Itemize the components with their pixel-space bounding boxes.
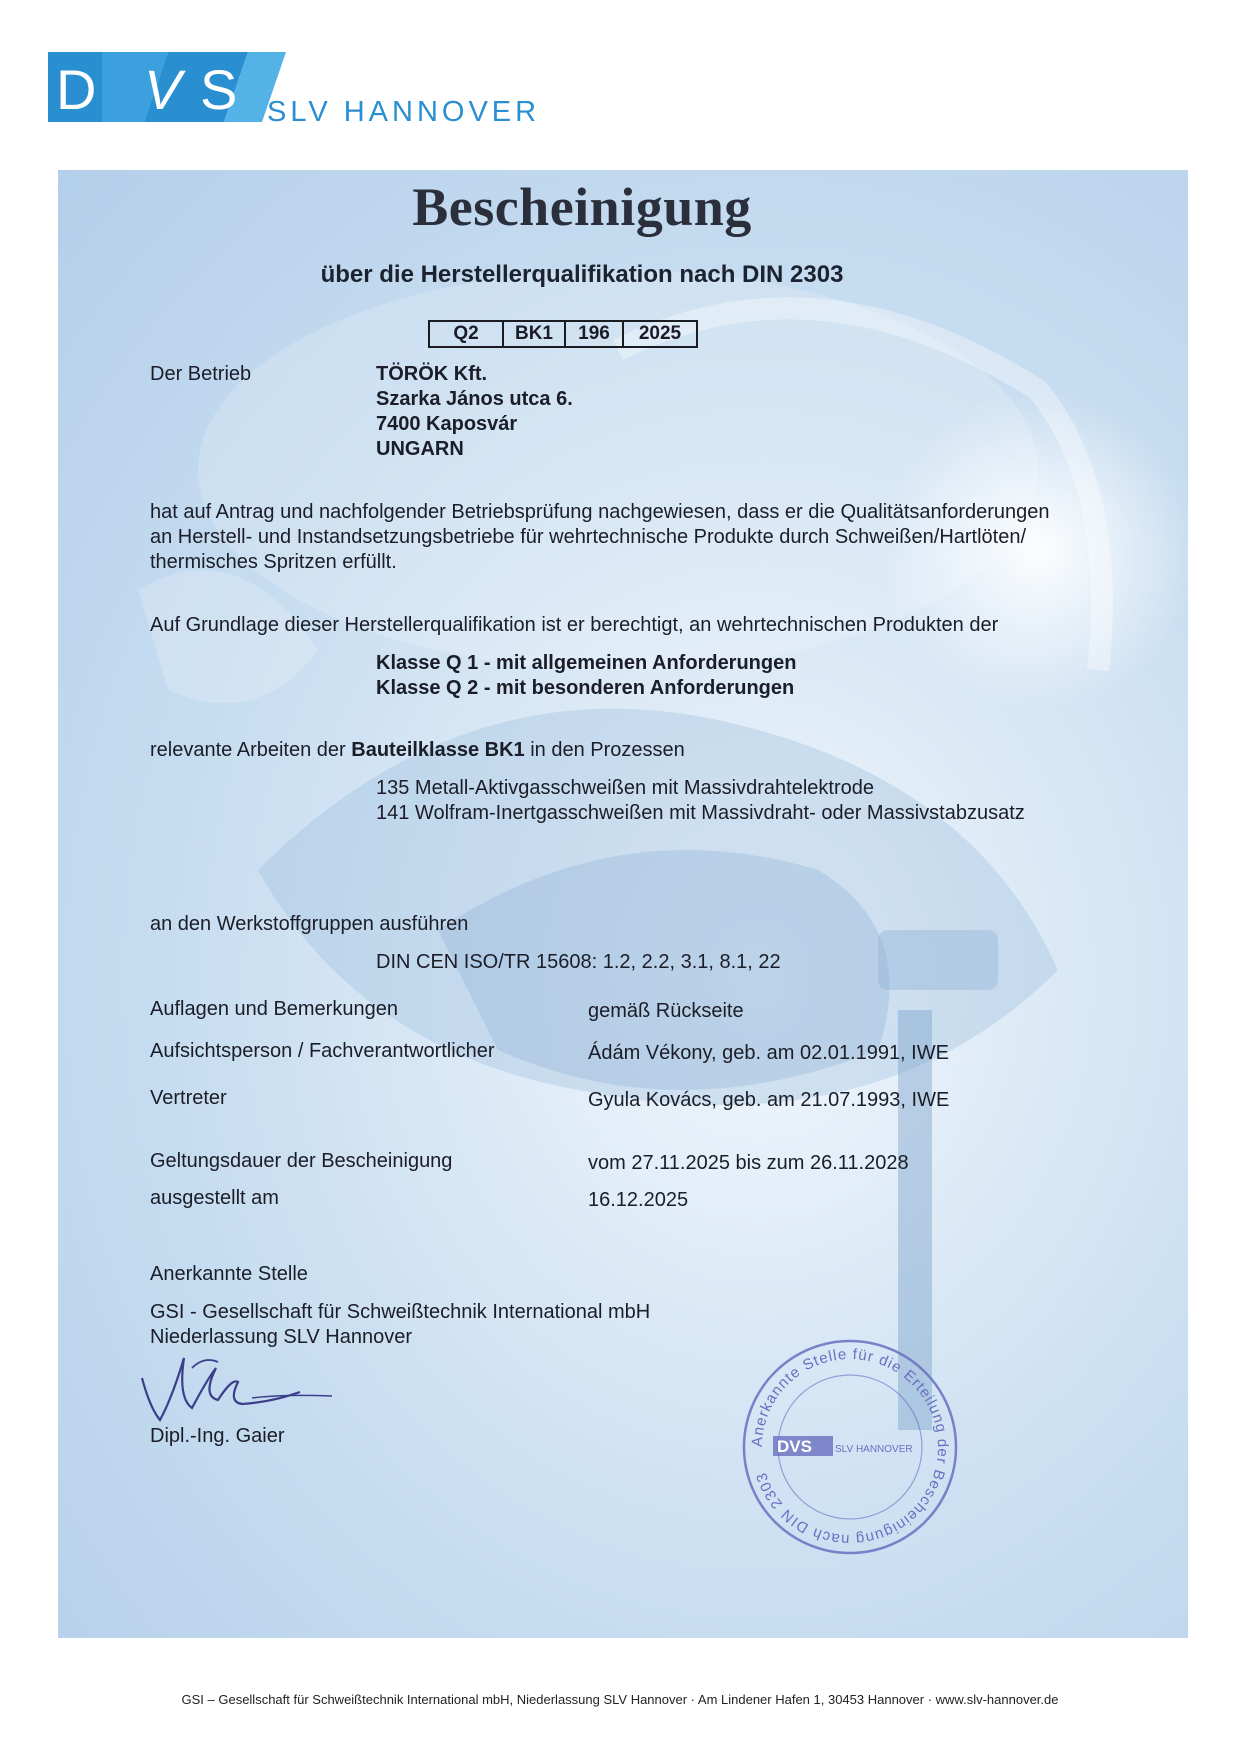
recognized-body-label: Anerkannte Stelle <box>150 1263 308 1285</box>
logo-mark-d: D <box>56 58 97 121</box>
company-street: Szarka János utca 6. <box>376 388 573 410</box>
detail-value: vom 27.11.2025 bis zum 26.11.2028 <box>588 1152 909 1174</box>
relevant-work-text <box>150 738 685 763</box>
process-135: 135 Metall-Aktivgasschweißen mit Massivdrahtelektrode <box>376 777 874 799</box>
detail-value: Gyula Kovács, geb. am 21.07.1993, IWE <box>588 1089 950 1111</box>
authorization-text: Auf Grundlage dieser Herstellerqualifikation ist er berechtigt, an wehrtechnischen Produkten der <box>150 614 999 636</box>
statement-line: hat auf Antrag und nachfolgender Betriebsprüfung nachgewiesen, dass er die Qualitätsanforderungen <box>150 501 1050 523</box>
statement-line: thermisches Spritzen erfüllt. <box>150 551 397 573</box>
document-title: Bescheinigung <box>412 177 752 237</box>
reg-field-number: 196 <box>564 322 622 346</box>
svg-text:V: V <box>144 58 182 121</box>
reg-field-year: 2025 <box>622 322 696 346</box>
registration-number-box <box>428 320 698 348</box>
company-label: Der Betrieb <box>150 363 252 385</box>
statement-paragraph <box>150 500 1050 575</box>
document-subtitle: über die Herstellerqualifikation nach DIN 2303 <box>320 261 844 288</box>
relevant-prefix: relevante Arbeiten der <box>150 739 352 761</box>
company-country: UNGARN <box>376 438 464 460</box>
detail-value: gemäß Rückseite <box>588 1000 744 1022</box>
material-groups-intro: an den Werkstoffgruppen ausführen <box>150 913 469 935</box>
detail-label: Geltungsdauer der Bescheinigung <box>150 1150 453 1172</box>
recognized-body-line1: GSI - Gesellschaft für Schweißtechnik International mbH <box>150 1301 651 1323</box>
detail-value: Ádám Vékony, geb. am 02.01.1991, IWE <box>588 1042 949 1064</box>
reg-field-quality: Q2 <box>453 323 479 344</box>
reg-field-class: BK1 <box>502 322 564 346</box>
page-footer: GSI – Gesellschaft für Schweißtechnik International mbH, Niederlassung SLV Hannover · Am Lindener Hafen 1, 30453 Hannover · www.slv-hannover.de <box>181 1692 1059 1707</box>
material-groups: DIN CEN ISO/TR 15608: 1.2, 2.2, 3.1, 8.1, 22 <box>376 951 781 973</box>
class-q1: Klasse Q 1 - mit allgemeinen Anforderungen <box>376 652 797 674</box>
svg-text:S: S <box>200 58 238 121</box>
detail-label: Auflagen und Bemerkungen <box>150 998 398 1020</box>
company-name: TÖRÖK Kft. <box>376 363 488 385</box>
logo-text: SLV HANNOVER <box>267 96 541 128</box>
component-class: Bauteilklasse BK1 <box>351 739 525 761</box>
official-seal <box>735 1332 965 1562</box>
signature-image <box>132 1338 352 1438</box>
recognized-body-line2: Niederlassung SLV Hannover <box>150 1326 413 1348</box>
class-q2: Klasse Q 2 - mit besonderen Anforderungen <box>376 677 795 699</box>
process-141: 141 Wolfram-Inertgasschweißen mit Massivdraht- oder Massivstabzusatz <box>376 802 1025 824</box>
company-city: 7400 Kaposvár <box>376 413 518 435</box>
seal-inner-mark: DVS <box>777 1437 812 1456</box>
seal-inner-text: SLV HANNOVER <box>835 1444 913 1455</box>
detail-label: ausgestellt am <box>150 1187 279 1209</box>
relevant-suffix: in den Prozessen <box>524 739 685 761</box>
signatory-name: Dipl.-Ing. Gaier <box>150 1425 285 1447</box>
seal-ring-text: Anerkannte Stelle für die Erteilung der Bescheinigung nach DIN 2303 <box>748 1345 952 1549</box>
detail-label: Aufsichtsperson / Fachverantwortlicher <box>150 1040 495 1062</box>
detail-label: Vertreter <box>150 1087 227 1109</box>
statement-line: an Herstell- und Instandsetzungsbetriebe für wehrtechnische Produkte durch Schweißen/Hartlöten/ <box>150 526 1027 548</box>
detail-value: 16.12.2025 <box>588 1189 689 1211</box>
